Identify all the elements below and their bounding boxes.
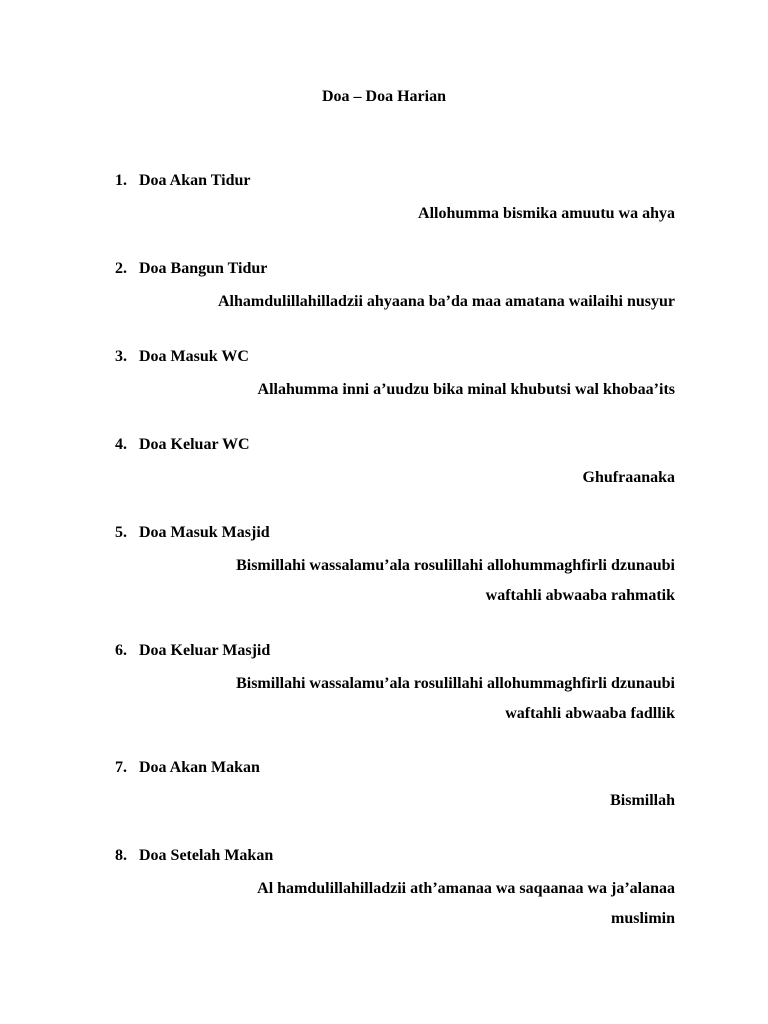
item-heading: [115, 640, 675, 662]
item-title: Doa Keluar Masjid: [139, 642, 271, 659]
item-number: 4.: [115, 436, 127, 453]
prayer-line: waftahli abwaaba rahmatik: [485, 586, 675, 604]
prayer-text: [139, 786, 675, 816]
prayer-line: Bismillahi wassalamu’ala rosulillahi allohummaghfirli dzunaubi: [236, 557, 675, 574]
item-number: 2.: [115, 260, 127, 277]
prayer-text: [139, 874, 675, 933]
item-number: 1.: [115, 172, 127, 189]
prayer-line: Alhamdulillahilladzii ahyaana ba’da maa amatana wailaihi nusyur: [218, 293, 675, 310]
list-item: [115, 434, 675, 493]
item-heading: [115, 434, 675, 456]
prayer-text: [139, 199, 675, 229]
list-item: [115, 258, 675, 317]
prayer-text: [139, 375, 675, 405]
prayer-line: Al hamdulillahilladzii ath’amanaa wa saqaanaa wa ja’alanaa: [257, 880, 675, 897]
item-heading: [115, 346, 675, 368]
list-item: [115, 170, 675, 229]
item-heading: [115, 522, 675, 544]
item-number: 8.: [115, 847, 127, 864]
item-number: 7.: [115, 759, 127, 776]
prayer-line: Allahumma inni a’uudzu bika minal khubutsi wal khobaa’its: [257, 381, 675, 398]
prayer-line: muslimin: [610, 909, 675, 927]
item-number: 5.: [115, 524, 127, 541]
item-heading: [115, 170, 675, 192]
list-item: [115, 522, 675, 610]
item-number: 6.: [115, 642, 127, 659]
prayer-text: [139, 287, 675, 317]
prayer-line: Bismillah: [610, 792, 675, 809]
prayer-text: [139, 463, 675, 493]
list-item: [115, 346, 675, 405]
list-item: [115, 845, 675, 933]
prayer-line: Allohumma bismika amuutu wa ahya: [418, 205, 675, 222]
item-title: Doa Bangun Tidur: [139, 260, 268, 277]
item-number: 3.: [115, 348, 127, 365]
item-heading: [115, 845, 675, 867]
prayer-line: waftahli abwaaba fadllik: [505, 704, 675, 722]
item-heading: [115, 757, 675, 779]
prayer-text: [139, 669, 675, 728]
item-heading: [115, 258, 675, 280]
document-title: Doa – Doa Harian: [322, 88, 446, 105]
list-item: [115, 757, 675, 816]
item-title: Doa Akan Tidur: [139, 172, 251, 189]
item-title: Doa Keluar WC: [139, 436, 250, 453]
list-item: [115, 640, 675, 728]
item-title: Doa Masuk Masjid: [139, 524, 270, 541]
item-title: Doa Akan Makan: [139, 759, 260, 776]
prayer-line: Ghufraanaka: [582, 469, 675, 486]
prayer-text: [139, 551, 675, 610]
prayer-line: Bismillahi wassalamu’ala rosulillahi allohummaghfirli dzunaubi: [236, 675, 675, 692]
item-title: Doa Setelah Makan: [139, 847, 274, 864]
item-title: Doa Masuk WC: [139, 348, 249, 365]
